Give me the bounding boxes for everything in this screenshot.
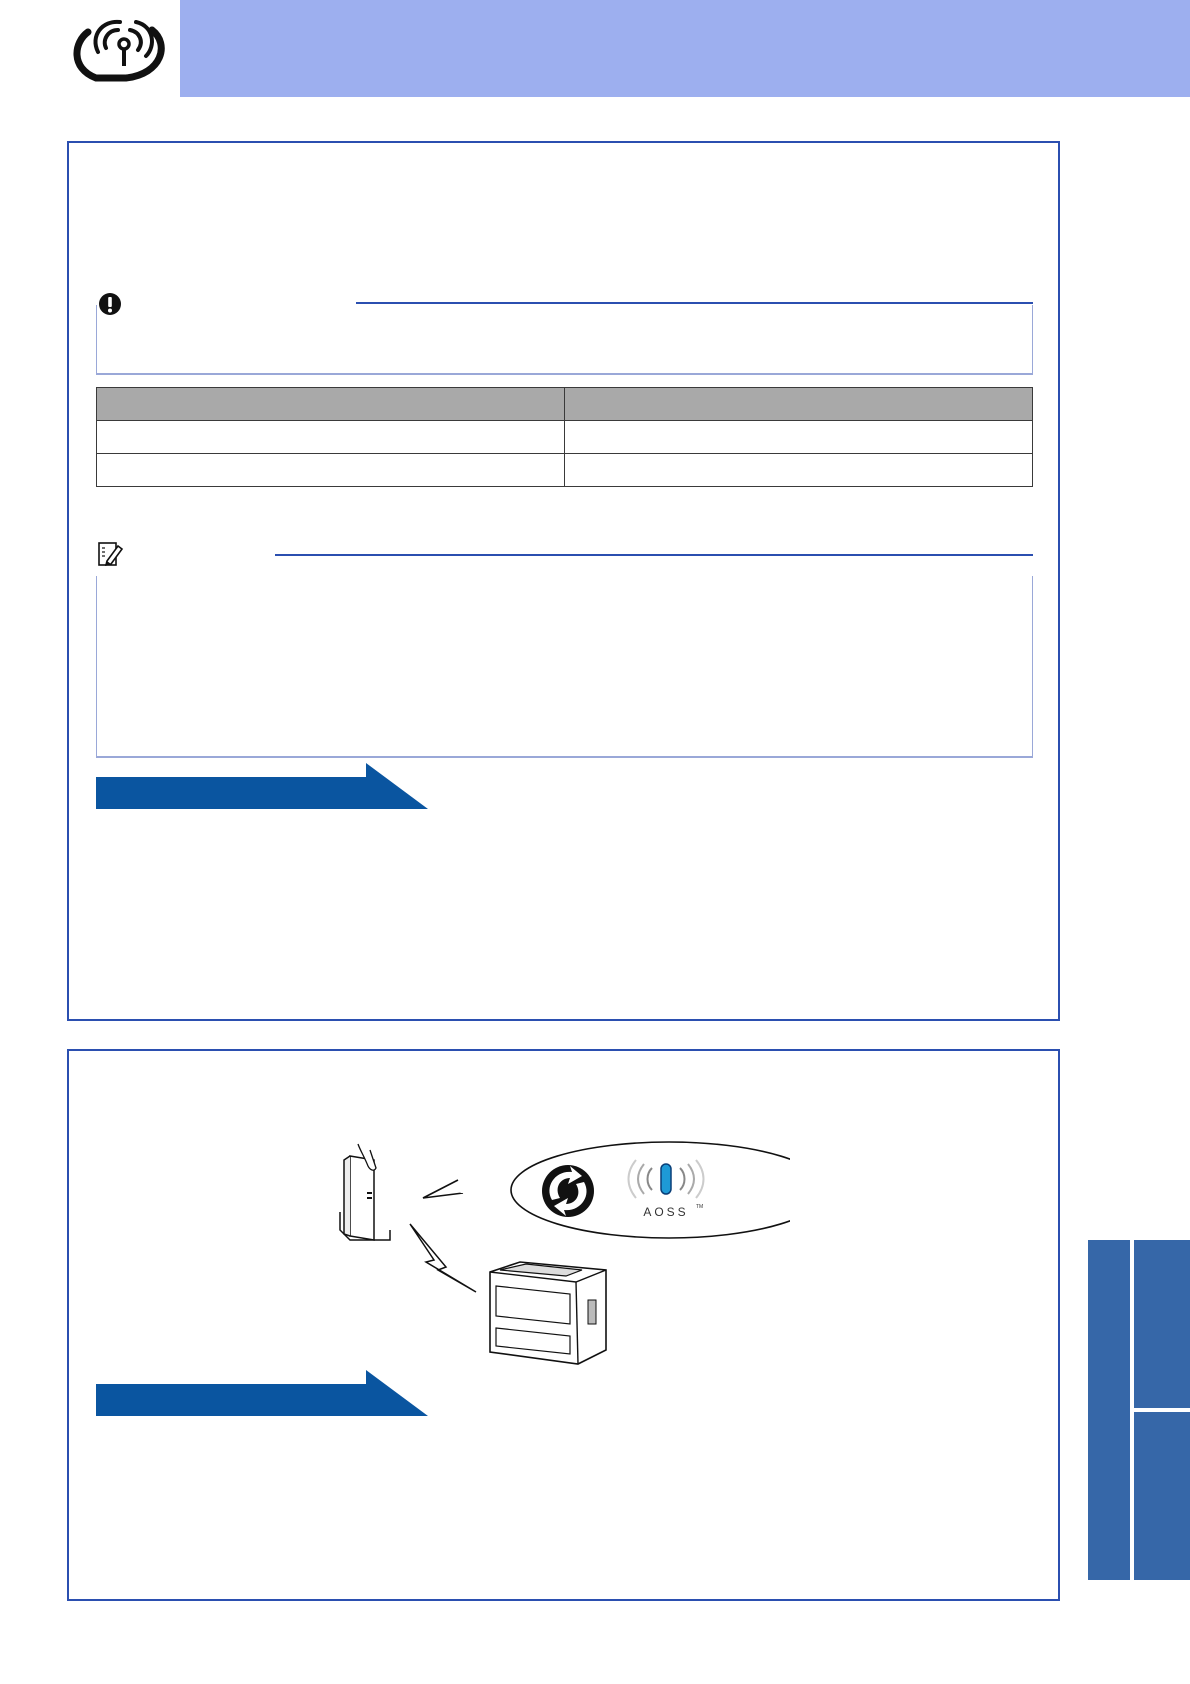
table-cell	[97, 421, 565, 454]
note-callout-box	[96, 576, 1033, 758]
wireless-router-icon	[340, 1144, 390, 1240]
aoss-tm: TM	[696, 1204, 704, 1210]
table-row	[97, 421, 1033, 454]
note-pencil-icon	[96, 540, 124, 568]
side-tab-left	[1088, 1240, 1130, 1580]
header-band	[180, 0, 1190, 97]
table-header-cell	[565, 388, 1033, 421]
side-tab-strip	[1088, 1240, 1190, 1580]
table-header-row	[97, 388, 1033, 421]
laser-printer-icon	[490, 1262, 606, 1364]
note-callout-rule	[275, 554, 1033, 556]
wps-aoss-illustration	[330, 1140, 790, 1370]
table-header-cell	[97, 388, 565, 421]
wps-symbol-icon	[542, 1165, 594, 1217]
arrow-tab-top	[96, 763, 428, 809]
settings-table	[96, 387, 1033, 487]
wireless-network-icon	[66, 18, 172, 84]
table-cell	[565, 454, 1033, 487]
table-cell	[565, 421, 1033, 454]
table-cell	[97, 454, 565, 487]
side-tab-upper-right	[1134, 1240, 1190, 1408]
side-tab-lower-right	[1134, 1412, 1190, 1580]
important-callout-rule	[356, 302, 1033, 304]
aoss-label: AOSS	[643, 1205, 689, 1219]
arrow-tab-bottom	[96, 1370, 428, 1416]
speech-bubble	[423, 1142, 790, 1238]
table-row	[97, 454, 1033, 487]
important-callout-box	[96, 305, 1033, 375]
lightning-bolt-icon	[410, 1224, 476, 1292]
